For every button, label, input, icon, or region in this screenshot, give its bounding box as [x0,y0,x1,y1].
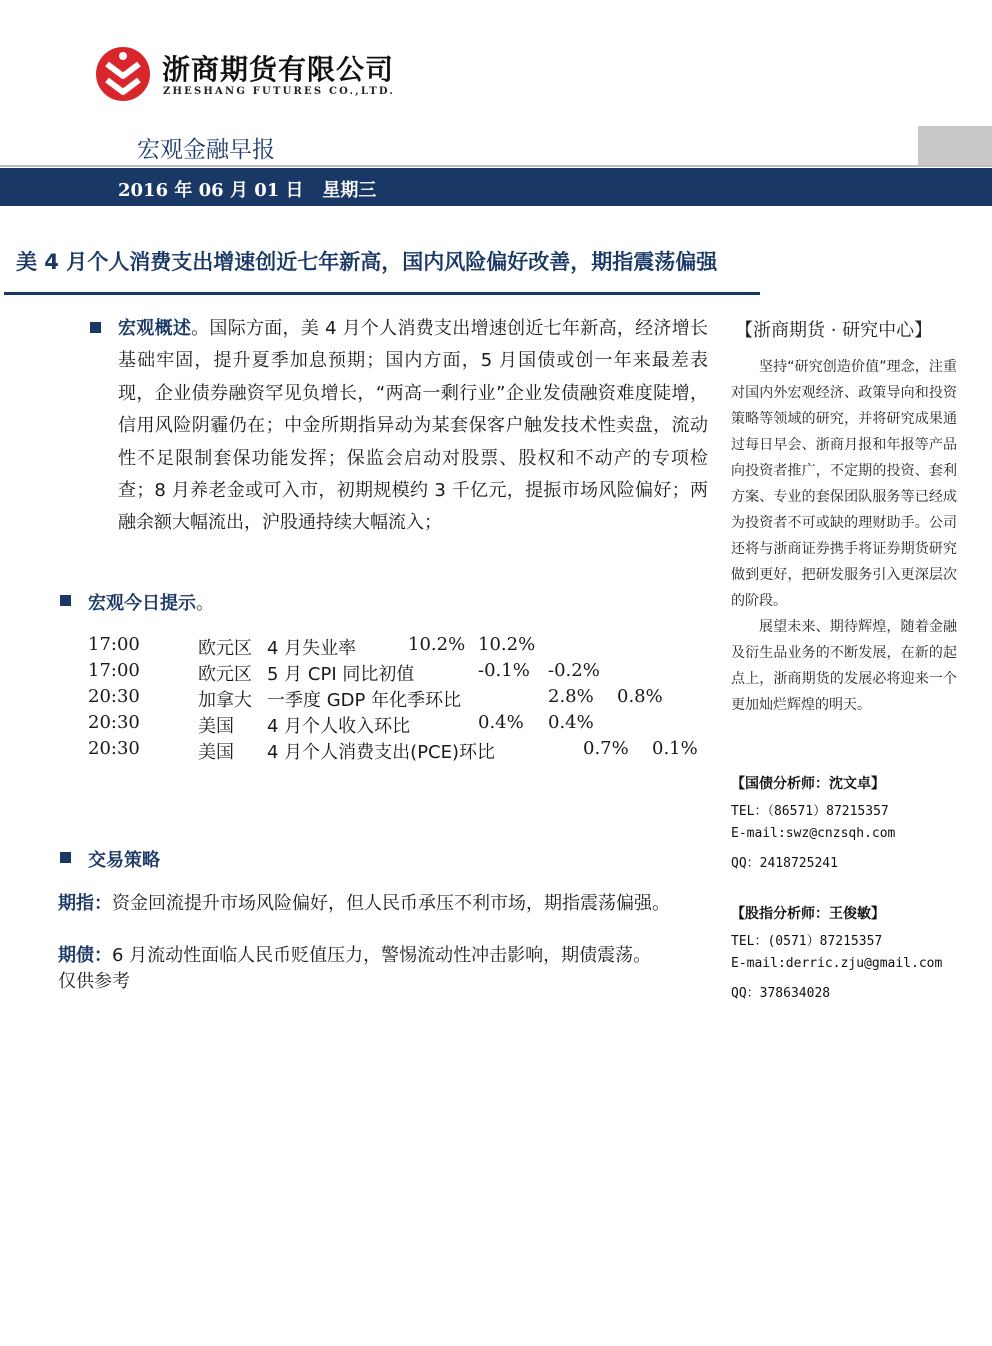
event-time: 20:30 [88,738,140,759]
event-item: 4 月个人收入环比 [267,716,411,737]
event-region: 欧元区 [198,638,252,659]
report-date [118,176,376,202]
analyst-title: 【国债分析师：沈文卓】 [731,776,885,792]
research-center-intro: 坚持“研究创造价值”理念，注重对国内外宏观经济、政策导向和投资策略等领域的研究，并将研究成果通过每日早会、浙商月报和年报等产品向投资者推广，不定期的投资、套利方案、专业的套保团队服务等已经成为投资者不可或缺的理财助手。公司还将与浙商证券携手将证券期货研究做到更好，把研发服务引入更深层次的阶段。 [731,359,957,609]
bond-futures-strategy: 期债：6 月流动性面临人民币贬值压力，警惕流动性冲击影响，期债震荡。 [58,945,652,966]
event-forecast: 0.1% [652,738,698,759]
analyst-title: 【股指分析师：王俊敏】 [731,906,885,922]
company-name-cn: 浙商期货有限公司 [162,53,395,86]
bullet-square-icon [60,852,71,863]
bullet-square-icon [60,595,71,606]
analyst-tel: TEL：(0571）87215357 [731,934,883,949]
report-type: 宏观金融早报 [137,137,275,163]
disclaimer: 仅供参考 [58,971,130,992]
event-item: 4 月失业率 [267,638,357,659]
event-forecast: 0.4% [548,712,594,733]
event-item: 4 月个人消费支出(PCE)环比 [267,742,496,763]
event-previous: 2.8% [548,686,594,707]
research-center-title: 【浙商期货 · 研究中心】 [735,320,933,341]
index-futures-strategy: 期指：资金回流提升市场风险偏好，但人民币承压不利市场，期指震荡偏强。 [58,893,670,914]
event-forecast: 10.2% [478,634,536,655]
event-region: 美国 [198,742,234,763]
event-forecast: -0.2% [548,660,600,681]
headline: 美 4 月个人消费支出增速创近七年新高，国内风险偏好改善，期指震荡偏强 [16,250,718,274]
event-forecast: 0.8% [617,686,663,707]
macro-overview [118,313,708,540]
event-region: 欧元区 [198,664,252,685]
event-time: 17:00 [88,660,140,681]
analyst-email[interactable]: E-mail:swz@cnzsqh.com [731,826,896,841]
bullet-square-icon [90,322,101,333]
event-time: 20:30 [88,712,140,733]
today-section-title: 宏观今日提示。 [88,593,214,614]
analyst-qq: QQ：378634028 [731,986,831,1001]
weekday: 星期三 [322,180,377,201]
date: 2016 年 06 月 01 日 [118,180,304,201]
header-tab-decoration [918,126,992,166]
company-name-en: ZHESHANG FUTURES CO.,LTD. [163,86,396,97]
analyst-email[interactable]: E-mail:derric.zju@gmail.com [731,956,943,971]
strategy-section-title: 交易策略 [88,850,160,871]
overview-label: 宏观概述 [118,318,192,339]
event-time: 20:30 [88,686,140,707]
zheshang-logo-icon [95,46,151,102]
event-previous: 10.2% [408,634,466,655]
event-item: 一季度 GDP 年化季环比 [267,690,462,711]
event-previous: -0.1% [478,660,530,681]
analyst-tel: TEL：（86571）87215357 [731,804,889,819]
analyst-qq: QQ：2418725241 [731,856,838,871]
overview-text: 。国际方面，美 4 月个人消费支出增速创近七年新高，经济增长基础牢固，提升夏季加息预期；国内方面，5 月国债或创一年来最差表现，企业债券融资罕见负增长，“两高一剩行业”企业发债融资难度陡增，信用风险阴霾仍在；中金所期指异动为某套保客户触发技术性卖盘，流动性不足限制套保功能发挥；保监会启动对股票、股权和不动产的专项检查；8 月养老金或可入市，初期规模约 3 千亿元，提振市场风险偏好；两融余额大幅流出，沪股通持续大幅流入； [118,318,708,534]
research-center-outlook: 展望未来、期待辉煌，随着金融及衍生品业务的不断发展，在新的起点上，浙商期货的发展必将迎来一个更加灿烂辉煌的明天。 [731,619,957,713]
event-region: 美国 [198,716,234,737]
event-item: 5 月 CPI 同比初值 [267,664,415,685]
header-divider [0,165,992,167]
event-previous: 0.7% [583,738,629,759]
event-time: 17:00 [88,634,140,655]
headline-divider [4,292,760,295]
event-region: 加拿大 [198,690,252,711]
event-previous: 0.4% [478,712,524,733]
